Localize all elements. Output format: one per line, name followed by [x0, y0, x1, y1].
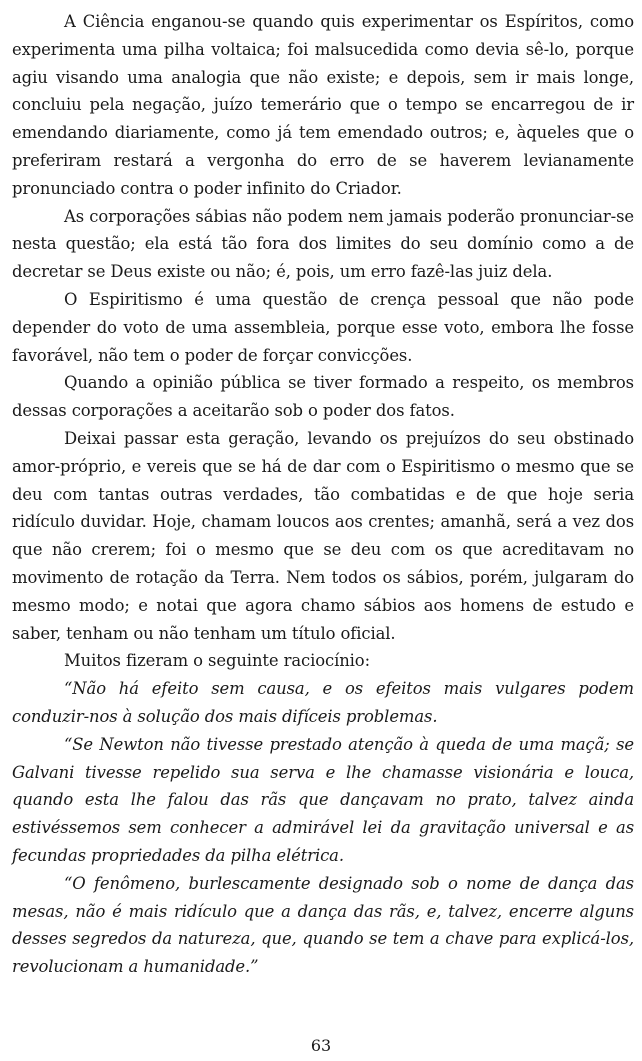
- paragraph: Deixai passar esta geração, levando os prejuízos do seu obstinado amor-próprio, e vereis que se há de dar com o Espiritismo o mesmo que se deu com tantas outras verdades, tão combatidas e de que hoje seria ridículo duvidar. Hoje, chamam loucos aos crentes; amanhã, será a vez dos que não crerem; foi o mesmo que se deu com os que acreditavam no movimento de rotação da Terra. Nem todos os sábios, porém, julgaram do mesmo modo; e notai que agora chamo sábios aos homens de estudo e saber, tenham ou não tenham um título oficial.: [12, 428, 634, 643]
- quoted-paragraph: “Se Newton não tivesse prestado atenção à queda de uma maçã; se Galvani tivesse repelido sua serva e lhe chamasse visionária e louca, quando esta lhe falou das rãs que dançavam no prato, talvez ainda estivéssemos sem conhecer a admirável lei da gravitação universal e as fecundas propriedades da pilha elétrica.: [12, 734, 634, 865]
- quoted-paragraph: “O fenômeno, burlescamente designado sob o nome de dança das mesas, não é mais ridículo que a dança das rãs, e, talvez, encerre alguns desses segredos da natureza, que, quando se tem a chave para explicá-los, revolucionam a humanidade.”: [12, 873, 634, 977]
- paragraph: A Ciência enganou-se quando quis experimentar os Espíritos, como experimenta uma pilha voltaica; foi malsucedida como devia sê-lo, porque agiu visando uma analogia que não existe; e depois, sem ir mais longe, concluiu pela negação, juízo temerário que o tempo se encarregou de ir emendando diariamente, como já tem emendado outros; e, àqueles que o preferiram restará a vergonha do erro de se haverem levianamente pronunciado contra o poder infinito do Criador.: [12, 12, 634, 198]
- paragraph: Muitos fizeram o seguinte raciocínio:: [64, 651, 371, 671]
- paragraph: O Espiritismo é uma questão de crença pessoal que não pode depender do voto de uma assembleia, porque esse voto, embora lhe fosse favorável, não tem o poder de forçar convicções.: [12, 289, 634, 365]
- quoted-paragraph: “Não há efeito sem causa, e os efeitos mais vulgares podem conduzir-nos à solução dos mais difíceis problemas.: [12, 679, 634, 726]
- paragraph: Quando a opinião pública se tiver formado a respeito, os membros dessas corporações a aceitarão sob o poder dos fatos.: [12, 373, 634, 421]
- page-body: [12, 8, 634, 981]
- page-number: 63: [310, 1036, 332, 1055]
- paragraph: As corporações sábias não podem nem jamais poderão pronunciar-se nesta questão; ela está tão fora dos limites do seu domínio como a de decretar se Deus existe ou não; é, pois, um erro fazê-las juiz dela.: [12, 206, 634, 282]
